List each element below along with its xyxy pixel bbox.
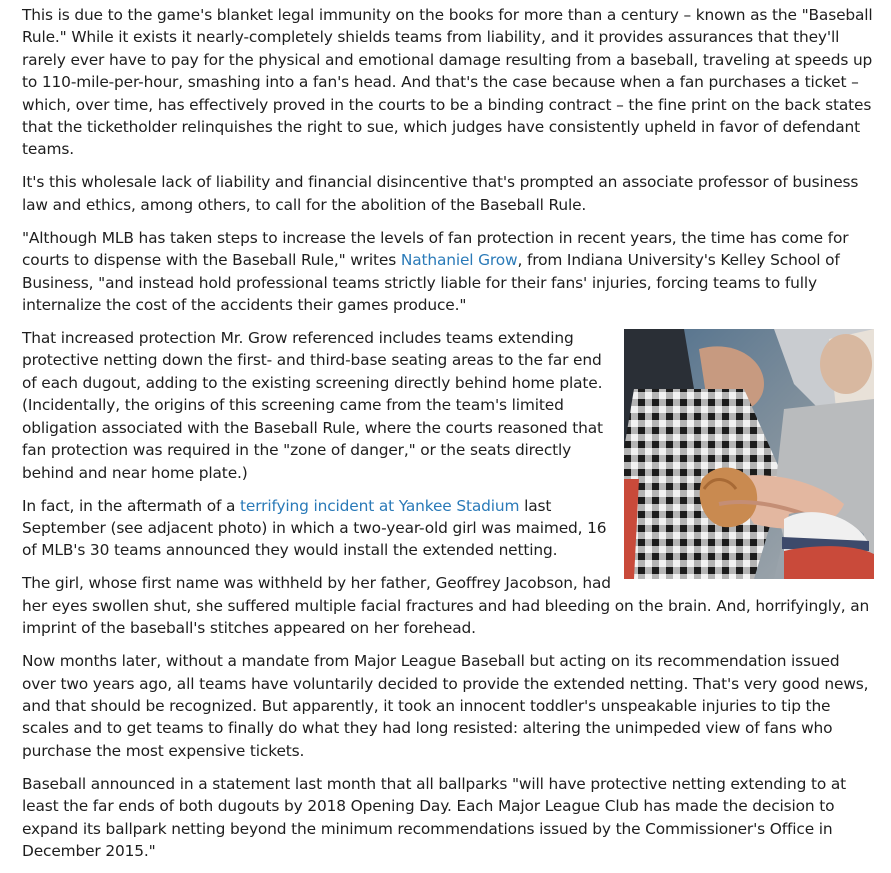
nathaniel-grow-link[interactable]: Nathaniel Grow bbox=[400, 251, 518, 270]
quote-text-start: "Although MLB has taken steps to increase the levels of fan protection in recent years, the time has come for courts to dispense with the Baseball Rule," writes bbox=[22, 228, 849, 270]
incident-text-start: In fact, in the aftermath of a bbox=[22, 496, 241, 515]
paragraph-baseball-rule: This is due to the game's blanket legal immunity on the books for more than a century – known as the "Baseball Rule." While it exists it nearly-completely shields teams from liability, and it provides assurances that they'll rarely ever have to pay for the physical and emotional damage resulting from a baseball, traveling at speeds up to 110-mile-per-hour, smashing into a fan's head. And that's the case because when a fan purchases a ticket – which, over time, has effectively proved in the courts to be a binding contract – the fine print on the back states that the ticketholder relinquishes the right to sue, which judges have consistently upheld in favor of defendant teams. bbox=[22, 6, 873, 159]
paragraph-netting: That increased protection Mr. Grow referenced includes teams extending protective netting down the first- and third-base seating areas to the far end of each dugout, adding to the existing screening directly behind home plate. (Incidentally, the origins of this screening came from the team's limited obligation associated with the Baseball Rule, where the courts reasoned that fan protection was required in the "zone of danger," or the seats directly behind and near home plate.) bbox=[22, 329, 603, 482]
paragraph-mlb-statement: Baseball announced in a statement last month that all ballparks "will have protective netting extending to at least the far ends of both dugouts by 2018 Opening Day. Each Major League Club has made the decision to expand its ballpark netting beyond the minimum recommendations issued by the Commissioner's Office in December 2015." bbox=[22, 774, 847, 860]
paragraph-liability: It's this wholesale lack of liability and financial disincentive that's prompted an associate professor of business law and ethics, among others, to call for the abolition of the Baseball Rule. bbox=[22, 173, 859, 214]
paragraph-girl-injuries: The girl, whose first name was withheld by her father, Geoffrey Jacobson, had her eyes swollen shut, she suffered multiple facial fractures and had bleeding on the brain. And, horrifyingly, an imprint of the baseball's stitches appeared on her forehead. bbox=[22, 574, 870, 638]
injured-fan-photo bbox=[624, 329, 874, 579]
paragraph-voluntary-netting: Now months later, without a mandate from Major League Baseball but acting on its recommendation issued over two years ago, all teams have voluntarily decided to provide the extended netting. That's very good news, and that should be recognized. But apparently, it took an innocent toddler's unspeakable injuries to tip the scales and to get teams to finally do what they had long resisted: altering the unimpeded view of fans who purchase the most expensive tickets. bbox=[22, 652, 869, 760]
incident-text-end: last September (see adjacent photo) in which a two-year-old girl was maimed, 16 of MLB's 30 teams announced they would install the extended netting. bbox=[22, 496, 607, 560]
paragraph-grow-quote bbox=[22, 227, 874, 317]
article-body bbox=[22, 4, 874, 873]
quote-text-end: , from Indiana University's Kelley School of Business, "and instead hold professional teams strictly liable for their fans' injuries, forcing teams to fully internalize the cost of the accidents their games produce." bbox=[22, 251, 840, 315]
yankee-stadium-incident-link[interactable]: terrifying incident at Yankee Stadium bbox=[240, 496, 520, 515]
